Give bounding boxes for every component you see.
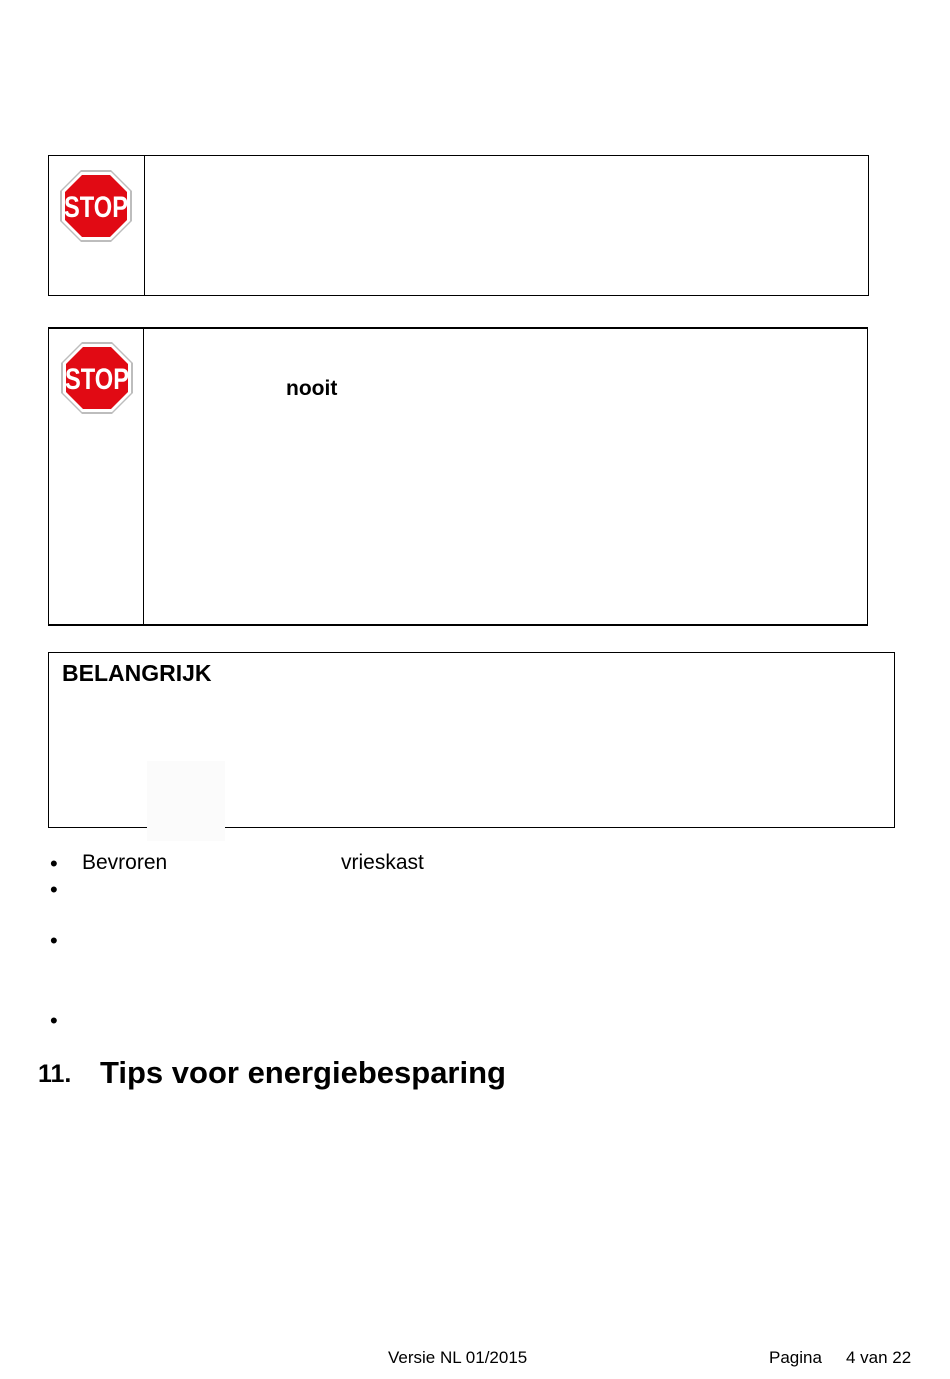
list-item: Bevroren xyxy=(82,851,168,874)
stop-sign-text: STOP xyxy=(64,191,128,224)
important-box xyxy=(48,652,895,828)
warning-box-1 xyxy=(48,155,869,296)
section-title: Tips voor energiebesparing xyxy=(100,1055,506,1090)
bullet-marker: • xyxy=(50,1008,58,1033)
faint-image-area xyxy=(147,761,225,841)
bullet-marker: • xyxy=(50,928,58,953)
stop-sign-icon xyxy=(59,340,135,416)
important-heading: BELANGRIJK xyxy=(62,660,212,686)
footer-page-number: 4 van 22 xyxy=(846,1348,912,1367)
warning-text: nooit xyxy=(286,377,338,400)
bullet-marker: • xyxy=(50,877,58,902)
warning-box-2 xyxy=(48,327,868,626)
section-number: 11. xyxy=(38,1060,72,1088)
stop-sign-text: STOP xyxy=(65,363,129,396)
list-item: vrieskast xyxy=(341,851,424,874)
footer-version: Versie NL 01/2015 xyxy=(388,1348,528,1367)
stop-sign-icon xyxy=(58,168,134,244)
footer-page-label: Pagina xyxy=(769,1348,822,1367)
bullet-marker: • xyxy=(50,851,58,876)
